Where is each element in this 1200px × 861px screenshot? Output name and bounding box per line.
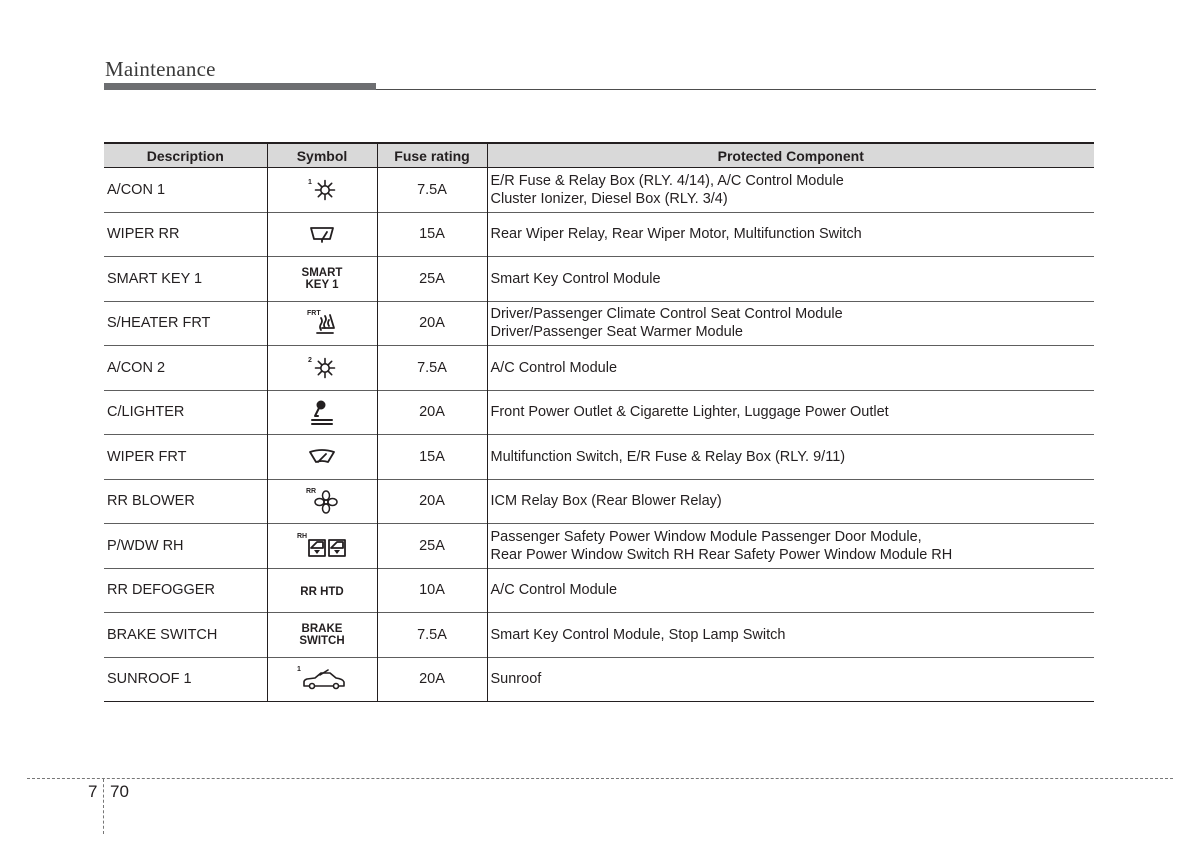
column-header-symbol: Symbol <box>267 143 377 168</box>
footer-rule <box>27 778 1173 779</box>
component-line: Driver/Passenger Seat Warmer Module <box>490 324 743 341</box>
front-wiper-icon <box>308 448 336 466</box>
symbol-text-line: SWITCH <box>299 634 345 647</box>
protected-component <box>487 301 1094 346</box>
protected-component <box>487 568 1094 613</box>
symbol-text <box>300 582 343 598</box>
fuse-symbol <box>267 479 377 524</box>
snowflake-icon <box>314 357 336 379</box>
fuse-symbol <box>267 524 377 569</box>
page-number: 70 <box>110 782 129 801</box>
page-header-title: Maintenance <box>105 57 216 81</box>
component-line: Passenger Safety Power Window Module Passenger Door Module, <box>490 528 922 545</box>
table-header-row <box>104 143 1094 168</box>
fuse-rating: 20A <box>377 657 487 702</box>
fuse-rating: 20A <box>377 479 487 524</box>
table-row <box>104 568 1094 613</box>
table-row <box>104 613 1094 658</box>
table-row <box>104 390 1094 435</box>
protected-component <box>487 390 1094 435</box>
fuse-rating: 15A <box>377 435 487 480</box>
seat-heater-icon <box>313 312 337 336</box>
component-line: Sunroof <box>490 671 542 688</box>
fuse-description: C/LIGHTER <box>104 390 267 435</box>
component-line: A/C Control Module <box>490 359 618 376</box>
protected-component <box>487 657 1094 702</box>
fuse-description: WIPER FRT <box>104 435 267 480</box>
component-line: Rear Power Window Switch RH Rear Safety Power Window Module RH <box>490 546 953 563</box>
symbol-text <box>302 267 343 291</box>
column-header-fuse-rating: Fuse rating <box>377 143 487 168</box>
symbol-superscript: 1 <box>308 178 312 186</box>
fuse-symbol <box>267 257 377 302</box>
header-accent-bar <box>104 83 376 90</box>
table-row <box>104 479 1094 524</box>
fuse-symbol <box>267 212 377 257</box>
protected-component <box>487 613 1094 658</box>
component-line: Cluster Ionizer, Diesel Box (RLY. 3/4) <box>490 190 728 207</box>
symbol-superscript: 2 <box>308 356 312 364</box>
symbol-text-line: KEY 1 <box>305 278 339 291</box>
protected-component <box>487 524 1094 569</box>
power-window-icon <box>307 538 347 558</box>
symbol-superscript: RR <box>306 488 317 496</box>
fuse-description: A/CON 2 <box>104 346 267 391</box>
fuse-description: P/WDW RH <box>104 524 267 569</box>
fuse-rating: 10A <box>377 568 487 613</box>
fuse-rating: 25A <box>377 257 487 302</box>
table-row <box>104 301 1094 346</box>
cigarette-lighter-icon <box>308 398 336 426</box>
table-row <box>104 657 1094 702</box>
component-line: E/R Fuse & Relay Box (RLY. 4/14), A/C Control Module <box>490 172 844 189</box>
fuse-rating: 7.5A <box>377 168 487 213</box>
symbol-text-line: RR HTD <box>300 586 344 599</box>
fuse-symbol <box>267 435 377 480</box>
fuse-rating: 20A <box>377 390 487 435</box>
component-line: Smart Key Control Module <box>490 270 661 287</box>
protected-component <box>487 257 1094 302</box>
fuse-description: RR BLOWER <box>104 479 267 524</box>
symbol-text <box>299 623 344 647</box>
table-row <box>104 257 1094 302</box>
fuse-rating: 7.5A <box>377 346 487 391</box>
protected-component <box>487 435 1094 480</box>
symbol-superscript: 1 <box>297 666 301 674</box>
column-header-protected-component: Protected Component <box>487 143 1094 168</box>
rear-wiper-icon <box>308 224 336 244</box>
symbol-superscript: FRT <box>307 310 321 318</box>
footer-divider <box>103 779 104 834</box>
component-line: Rear Wiper Relay, Rear Wiper Motor, Multifunction Switch <box>490 226 862 243</box>
component-line: ICM Relay Box (Rear Blower Relay) <box>490 493 722 510</box>
fuse-description: SMART KEY 1 <box>104 257 267 302</box>
fuse-rating: 20A <box>377 301 487 346</box>
protected-component <box>487 479 1094 524</box>
table-row <box>104 168 1094 213</box>
fuse-symbol <box>267 657 377 702</box>
table-row <box>104 212 1094 257</box>
page-section-number: 7 <box>88 782 98 801</box>
component-line: A/C Control Module <box>490 582 618 599</box>
fuse-symbol <box>267 168 377 213</box>
fuse-symbol <box>267 301 377 346</box>
fuse-rating: 25A <box>377 524 487 569</box>
symbol-text-line: SMART <box>301 266 343 279</box>
table-row <box>104 524 1094 569</box>
table-row <box>104 346 1094 391</box>
fuse-symbol <box>267 568 377 613</box>
component-line: Driver/Passenger Climate Control Seat Control Module <box>490 306 843 323</box>
fan-icon <box>314 490 338 514</box>
column-header-description: Description <box>104 143 267 168</box>
symbol-text-line: BRAKE <box>301 622 343 635</box>
fuse-table <box>104 142 1094 702</box>
component-line: Smart Key Control Module, Stop Lamp Switch <box>490 626 786 643</box>
fuse-symbol <box>267 390 377 435</box>
header-rule <box>376 89 1096 90</box>
component-line: Multifunction Switch, E/R Fuse & Relay Box (RLY. 9/11) <box>490 448 846 465</box>
table-row <box>104 435 1094 480</box>
fuse-description: WIPER RR <box>104 212 267 257</box>
fuse-symbol <box>267 346 377 391</box>
fuse-symbol <box>267 613 377 658</box>
fuse-description: RR DEFOGGER <box>104 568 267 613</box>
fuse-rating: 15A <box>377 212 487 257</box>
protected-component <box>487 212 1094 257</box>
protected-component <box>487 346 1094 391</box>
fuse-description: S/HEATER FRT <box>104 301 267 346</box>
fuse-description: BRAKE SWITCH <box>104 613 267 658</box>
symbol-superscript: RH <box>297 532 308 540</box>
fuse-description: SUNROOF 1 <box>104 657 267 702</box>
fuse-rating: 7.5A <box>377 613 487 658</box>
sunroof-icon <box>302 669 346 691</box>
fuse-description: A/CON 1 <box>107 181 166 198</box>
snowflake-icon <box>314 179 336 201</box>
protected-component <box>487 168 1094 213</box>
component-line: Front Power Outlet & Cigarette Lighter, Luggage Power Outlet <box>490 404 889 421</box>
